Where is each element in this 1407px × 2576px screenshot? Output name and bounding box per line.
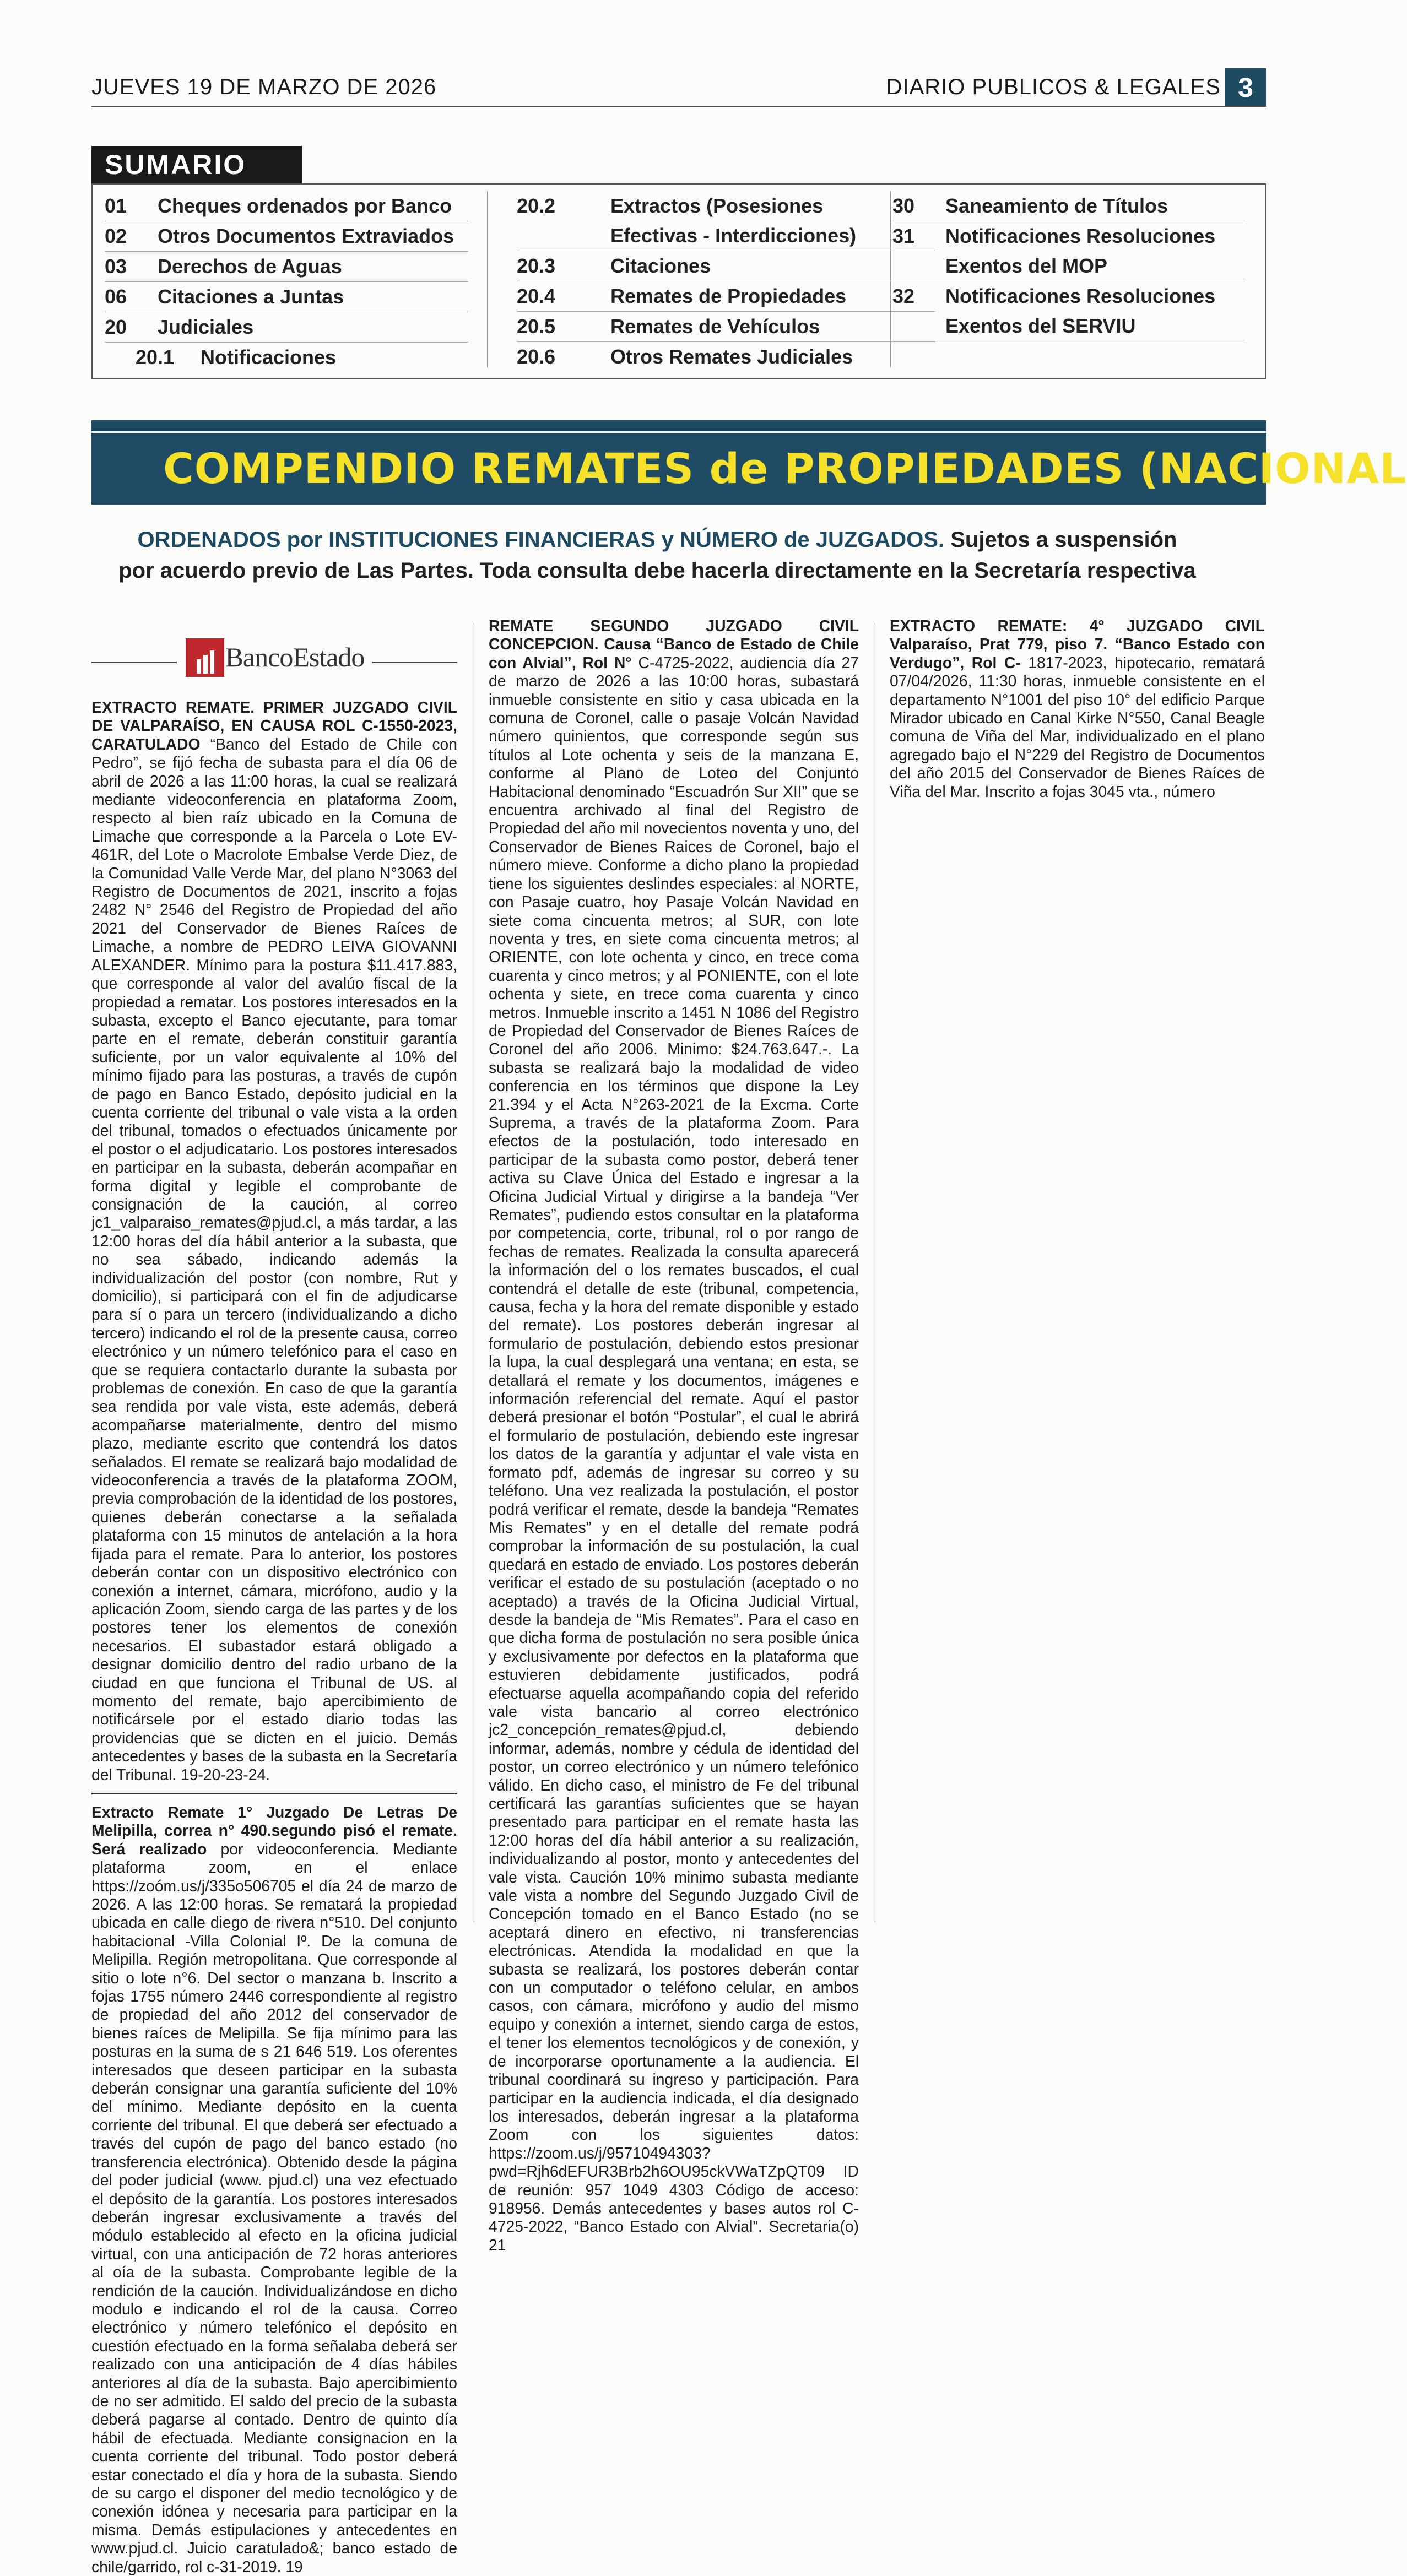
summary-column-2 <box>517 191 935 372</box>
summary-item: Exentos del SERVIU <box>892 311 1245 341</box>
section-banner-title: COMPENDIO REMATES de PROPIEDADES (NACIONAL <box>91 433 1266 505</box>
summary-item: 03 Derechos de Aguas <box>105 252 468 282</box>
summary-item: 20.1 Notificaciones <box>136 346 337 368</box>
summary-item: Efectivas - Interdicciones) <box>517 221 935 251</box>
summary-item: 20 Judiciales <box>105 312 468 343</box>
column-1 <box>91 617 457 2576</box>
auction-notice: REMATE SEGUNDO JUZGADO CIVIL CONCEPCION. Causa “Banco de Estado de Chile con Alvial”, Rol N° C-4725-2022, audiencia día 27 de marzo de 2026 a las 10:00 horas, subastará inmueble consistente en sitio y casa ubicada en la comuna de Coronel, calle o pasaje Volcán Navidad número quinientos, que corresponde según sus títulos al Lote ochenta y seis de la manzana E, conforme al Plano de Loteo del Conjunto Habitacional denominado “Escuadrón Sur XII” que se encuentra archivado al final del Registro de Propiedad del año mil novecientos noventa y uno, del Conservador de Bienes Raices de Coronel, bajo el número mieve. Conforme a dicho plano la propiedad tiene los siguientes deslindes especiales: al NORTE, con Pasaje cuatro, hoy Pasaje Volcán Navidad en siete coma cincuenta metros; al SUR, con lote noventa y tres, en siete coma cincuenta metros; al ORIENTE, con lote ochenta y cinco, en trece coma cuarenta y cinco metros; y al PONIENTE, con el lote ochenta y siete, en trece coma cuarenta y cinco metros. Inmueble inscrito a 1451 N 1086 del Registro de Propiedad del Conservador de Bienes Raíces de Coronel del año 2006. Minimo: $24.763.647.-. La subasta se realizará bajo la modalidad de video conferencia en los términos que dispone la Ley 21.394 y el Acta N°263-2021 de la Excma. Corte Suprema, a través de la plataforma Zoom. Para efectos de la postulación, todo interesado en participar de la subasta como postor, deberá tener activa su Clave Única del Estado e ingresar a la Oficina Judicial Virtual y dirigirse a la bandeja “Ver Remates”, pudiendo estos consultar en la plataforma por competencia, corte, tribunal, rol o por rango de fechas de remates. Realizada la consulta aparecerá la información del o los remates buscados, el cual contendrá el detalle de este (tribunal, competencia, causa, fecha y la hora del remate disponible y estado del remate). Los postores deberán ingresar al formulario de postulación, debiendo estos presionar la lupa, la cual desplegará una ventana; en esta, se detallará el remate y los documentos, imágenes e información referencial del remate. Aquí el pastor deberá presionar el botón “Postular”, el cual le abrirá el formulario de postulación, debiendo este ingresar los datos de la garantía y adjuntar el vale vista en formato pdf, además de ingresar su correo y su teléfono. Una vez realizada la postulación, el postor podrá verificar el remate, desde la bandeja “Remates Mis Remates” y en el detalle del remate podrá comprobar la información de su postulación, la cual quedará en estado de enviado. Los postores deberán verificar el estado de su postulación (aceptado o no aceptado) a través de la Oficina Judicial Virtual, desde la bandeja de “Mis Remates”. Para el caso en que dicha forma de postulación no sera posible única y exclusivamente por defectos en la plataforma que estuvieren debidamente justificados, podrá efectuarse aquella acompañando copia del referido vale vista bancario al correo electrónico jc2_concepción_remates@pjud.cl, debiendo informar, además, nombre y cédula de identidad del postor, un correo electrónico y un número telefónico válido. En dicho caso, el ministro de Fe del tribunal certificará las garantías suficientes que se hayan presentado para participar en el remate hasta las 12:00 horas del día hábil anterior a su realización, individualizando al postor, monto y antecedentes del vale vista. Caución 10% minimo subasta mediante vale vista a nombre del Segundo Juzgado Civil de Concepción tomado en el Banco Estado (no se aceptará dinero en efectivo, ni transferencias electrónicas. Atendida la modalidad en que la subasta se realizará, los postores deberán contar con un computador o teléfono celular, en ambos casos, con cámara, micrófono y audio del mismo equipo y conexión a internet, siendo carga de estos, el tener los elementos tecnológicos y de conexión, y de incorporarse oportunamente a la audiencia. El tribunal coordinará su ingreso y participación. Para participar en la audiencia indicada, el día designado los interesados, deberán ingresar a la plataforma Zoom con los siguientes datos: https://zoom.us/j/95710494303?pwd=Rjh6dEFUR3Brb2h6OU95ckVWaTZpQT09 ID de reunión: 957 1049 4303 Código de acceso: 918956. Demás antecedentes y bases autos rol C-4725-2022, “Banco Estado con Alvial”. Secretaria(o) 21 <box>489 617 859 2254</box>
auction-notice: EXTRACTO REMATE: 4° JUZGADO CIVIL Valparaíso, Prat 779, piso 7. “Banco Estado con Verdugo”, Rol C- 1817-2023, hipotecario, rematará 07/04/2026, 11:30 horas, inmueble consistente en el departamento N°1001 del piso 10° del edificio Parque Mirador ubicado en Canal Kirke N°550, Canal Beagle comuna de Viña del Mar, individualizado en el plano agregado bajo el N°229 del Registro de Documentos del año 2015 del Conservador de Bienes Raíces de Viña del Mar. Inscrito a fojas 3045 vta., número <box>890 617 1265 800</box>
section-subtitle-line2: por acuerdo previo de Las Partes. Toda consulta debe hacerla directamente en la Secretaría respectiva <box>118 558 1196 583</box>
summary-item: Exentos del MOP <box>892 251 1245 281</box>
header-rule <box>91 106 1266 107</box>
newspaper-name: DIARIO PUBLICOS & LEGALES <box>886 75 1221 99</box>
auction-notice: EXTRACTO REMATE. PRIMER JUZGADO CIVIL DE VALPARAÍSO, EN CAUSA ROL C-1550-2023, CARATULADO “Banco del Estado de Chile con Pedro”, se fijó fecha de subasta para el día 06 de abril de 2026 a las 11:00 horas, la cual se realizará mediante videoconferencia en plataforma Zoom, respecto al bien raíz ubicado en la Comuna de Limache que corresponde a la Parcela o Lote EV- 461R, del Lote o Macrolote Embalse Verde Diez, de la Comunidad Valle Verde Mar, del plano N°3063 del Registro de Documentos de 2021, inscrito a fojas 2482 N° 2546 del Registro de Propiedad del año 2021 del Conservador de Bienes Raíces de Limache, a nombre de PEDRO LEIVA GIOVANNI ALEXANDER. Mínimo para la postura $11.417.883, que corresponde al valor del avalúo fiscal de la propiedad a rematar. Los postores interesados en la subasta, excepto el Banco ejecutante, para tomar parte en el remate, deberán constituir garantía suficiente, por un valor equivalente al 10% del mínimo fijado para las posturas, a través de cupón de pago en Banco Estado, depósito judicial en la cuenta corriente del tribunal o vale vista a la orden del tribunal, tomados o efectuados únicamente por el postor o el adjudicatario. Los postores interesados en participar en la subasta, deberán acompañar en forma digital y legible el comprobante de consignación de la caución, al correo jc1_valparaiso_remates@pjud.cl, a más tardar, a las 12:00 horas del día hábil anterior a la subasta, que no sea sábado, indicando además la individualización del postor (con nombre, Rut y domicilio), si participará con el fin de adjudicarse para sí o para un tercero (individualizando a dicho tercero) indicando el rol de la presente causa, correo electrónico y un número telefónico para el caso en que se requiera contactarlo durante la subasta por problemas de conexión. En caso de que la garantía sea rendida por vale vista, este además, deberá acompañarse materialmente, dentro del mismo plazo, mediante escrito que contendrá los datos señalados. El remate se realizará bajo modalidad de videoconferencia a través de la plataforma ZOOM, previa comprobación de la identidad de los postores, quienes deberán conectarse a la señalada plataforma con 15 minutos de antelación a la hora fijada para el remate. Para lo anterior, los postores deberán contar con un dispositivo electrónico con conexión a internet, cámara, micrófono, audio y la aplicación Zoom, siendo carga de las partes y de los postores tener los elementos de conexión necesarios. El subastador estará obligado a designar domicilio dentro del radio urbano de la ciudad en que funciona el Tribunal de US. al momento del remate, bajo apercibimiento de notificársele por el estado diario todas las providencias que se dicten en el juicio. Demás antecedentes y bases de la subasta en la Secretaría del Tribunal. 19-20-23-24. <box>91 698 457 1783</box>
summary-item: 31 Notificaciones Resoluciones <box>892 225 1216 247</box>
summary-item: 02 Otros Documentos Extraviados <box>105 221 468 252</box>
bank-logo <box>91 617 457 698</box>
summary-box <box>91 183 1266 379</box>
auction-notice: Extracto Remate 1° Juzgado De Letras De Melipilla, correa n° 490.segundo pisó el remate. Será realizado por videoconferencia. Mediante plataforma zoom, en el enlace https://zoóm.us/j/335o506705 el día 24 de marzo de 2026. A las 12:00 horas. Se rematará la propiedad ubicada en calle diego de rivera n°510. Del conjunto habitacional -Villa Colonial Iº. De la comuna de Melipilla. Región metropolitana. Que corresponde al sitio o lote n°6. Del sector o manzana b. Inscrito a fojas 1755 número 2446 correspondiente al registro de propiedad del año 2012 del conservador de bienes raíces de Melipilla. Se fija mínimo para las posturas en la suma de s 21 646 519. Los oferentes interesados que deseen participar en la subasta deberán consignar una garantía suficiente del 10% del mínimo. Mediante depósito en la cuenta corriente del tribunal. El que deberá ser efectuado a través del cupón de pago del banco estado (no transferencia electrónica). Obtenido desde la página del poder judicial (www. pjud.cl) una vez efectuado el depósito de la garantía. Los postores interesados deberán ingresar exclusivamente a través del módulo establecido al efecto en la oficina judicial virtual, con una anticipación de 72 horas anteriores al oía de la subasta. Comprobante legible de la rendición de la caución. Individualizándose en dicho modulo e indicando el rol de la causa. Correo electrónico y número telefónico el depósito en cuestión efectuado en la forma señalaba deberá ser realizado con una anticipación de 4 días hábiles anteriores al día de la subasta. Bajo apercibimiento de no ser admitido. El saldo del precio de la subasta deberá pagarse al contado. Dentro de quinto día hábil de efectuada. Mediante consignacion en la cuenta corriente del tribunal. Todo postor deberá estar conectado el día y hora de la subasta. Siendo de su cargo el disponer del medio tecnológico y de conexión idónea y necesaria para participar en la misma. Demás estipulaciones y antecedentes en www.pjud.cl. Juicio caratulado&; banco estado de chile/garrido, rol c-31-2019. 19 <box>91 1803 457 2575</box>
summary-item: 20.2 Extractos (Posesiones <box>517 194 824 217</box>
issue-date: JUEVES 19 DE MARZO DE 2026 <box>91 75 437 99</box>
summary-title: SUMARIO <box>91 146 302 183</box>
column-3 <box>890 617 1265 801</box>
section-subtitle: ORDENADOS por INSTITUCIONES FINANCIERAS y NÚMERO de JUZGADOS. Sujetos a suspensión <box>137 528 1177 552</box>
summary-item: 20.5 Remates de Vehículos <box>517 312 935 342</box>
bank-logo-text: BancoEstado <box>225 642 365 673</box>
column-2 <box>489 617 859 2254</box>
summary-item: 20.6 Otros Remates Judiciales <box>517 345 853 368</box>
page-number: 3 <box>1225 68 1266 107</box>
bancoestado-icon <box>185 637 225 678</box>
summary-divider <box>890 191 891 367</box>
summary-item: 01 Cheques ordenados por Banco <box>105 191 468 221</box>
summary-item: 06 Citaciones a Juntas <box>105 282 468 312</box>
summary-item: 20.4 Remates de Propiedades <box>517 281 935 312</box>
summary-item: 20.3 Citaciones <box>517 251 935 281</box>
summary-divider <box>487 191 488 367</box>
banner-top-strip <box>91 420 1266 431</box>
summary-item: 30 Saneamiento de Títulos <box>892 191 1245 221</box>
summary-column-3 <box>892 191 1245 341</box>
summary-item: 32 Notificaciones Resoluciones <box>892 285 1216 307</box>
summary-column-1 <box>105 191 468 372</box>
